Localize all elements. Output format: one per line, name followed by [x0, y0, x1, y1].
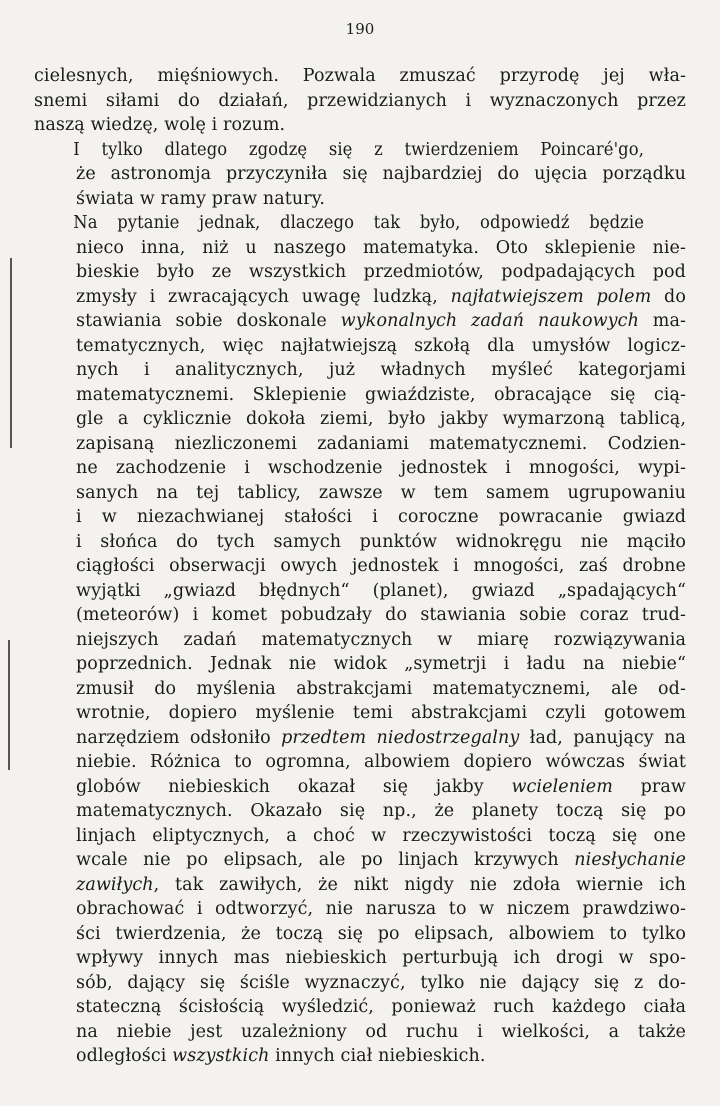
text-line — [34, 701, 686, 726]
text-segment: i słońca do tych samych punktów widnokręgu nie mąciło — [76, 531, 686, 552]
text-segment: na niebie jest uzależniony od ruchu i wielkości, a także — [76, 1021, 686, 1042]
text-segment: wrotnie, dopiero myślenie temi abstrakcjami czyli gotowem — [76, 703, 686, 723]
paragraph — [34, 138, 686, 212]
text-line — [34, 971, 686, 996]
text-line — [34, 530, 686, 555]
text-line — [34, 726, 686, 751]
text-line — [34, 848, 686, 873]
text-line — [34, 799, 686, 824]
text-segment: zmusił do myślenia abstrakcjami matematycznemi, ale od- — [76, 678, 686, 699]
text-segment: cielesnych, mięśniowych. Pozwala zmuszać przyrodę jej wła- — [34, 66, 686, 86]
text-segment: zmysły i zwracających uwagę ludzką, — [76, 286, 451, 307]
text-segment: naszą wiedzę, wolę i rozum. — [34, 115, 286, 135]
text-segment: Na pytanie jednak, dlaczego tak było, odpowiedź będzie — [73, 213, 644, 233]
text-line — [34, 897, 686, 922]
text-line — [34, 554, 686, 579]
text-line — [34, 138, 644, 163]
text-segment: wpływy innych mas niebieskich perturbują ich drogi w spo- — [76, 948, 686, 968]
text-line — [34, 358, 686, 383]
margin-pencil-mark — [8, 640, 10, 770]
text-segment: tematycznych, więc najłatwiejszą szkołą dla umysłów logicz- — [76, 335, 686, 356]
text-line — [34, 1044, 686, 1069]
text-segment: praw — [612, 776, 686, 797]
text-segment: snemi siłami do działań, przewidzianych i wyznaczonych przez — [34, 90, 686, 111]
text-segment: zapisaną niezliczonemi zadaniami matematycznemi. Codzien- — [76, 433, 686, 454]
text-line — [34, 628, 686, 653]
text-segment: gle a cyklicznie dokoła ziemi, było jakby wymarzoną tablicą, — [76, 409, 686, 429]
text-segment: , tak zawiłych, że nikt nigdy nie zdoła wiernie ich — [153, 874, 686, 895]
text-segment: ciągłości obserwacji owych jednostek i mnogości, zaś drobne — [76, 556, 686, 576]
text-segment: globów niebieskich okazał się jakby — [76, 776, 512, 797]
text-line — [34, 285, 686, 310]
text-line — [34, 946, 686, 971]
text-line — [34, 873, 686, 898]
emphasized-text: wykonalnych zadań naukowych — [340, 311, 639, 331]
text-segment: wcale nie po elipsach, ale po linjach krzywych — [76, 850, 575, 870]
text-segment: stateczną ścisłością wyśledzić, ponieważ ruch każdego ciała — [76, 997, 686, 1017]
text-segment: poprzednich. Jednak nie widok „symetrji i ładu na niebie“ — [76, 654, 686, 674]
text-segment: sanych na tej tablicy, zawsze w tem samem ugrupowaniu — [76, 482, 686, 503]
body-text — [34, 64, 686, 1069]
text-segment: ład, panujący na — [519, 727, 686, 748]
text-line — [34, 652, 686, 677]
text-line — [34, 824, 686, 849]
text-segment: ści twierdzenia, że toczą się po elipsach, albowiem to tylko — [76, 923, 686, 944]
text-line — [34, 309, 686, 334]
text-segment: niebie. Różnica to ogromna, albowiem dopiero wówczas świat — [76, 752, 686, 772]
text-line — [34, 162, 686, 187]
text-segment: bieskie było ze wszystkich przedmiotów, podpadających pod — [76, 262, 686, 282]
text-line — [34, 603, 686, 628]
text-segment: narzędziem odsłoniło — [76, 727, 282, 748]
text-line — [34, 677, 686, 702]
text-line — [34, 481, 686, 506]
emphasized-text: wszystkich — [172, 1046, 270, 1066]
text-line — [34, 407, 686, 432]
page-number: 190 — [345, 20, 375, 38]
text-line — [34, 260, 686, 285]
text-line — [34, 113, 686, 138]
text-segment: do — [651, 286, 686, 307]
text-line — [34, 922, 686, 947]
text-segment: obrachować i odtworzyć, nie narusza to w niczem prawdziwo- — [76, 899, 686, 919]
text-segment: wyjątki „gwiazd błędnych“ (planet), gwiazd „spadających“ — [76, 580, 686, 601]
text-segment: stawiania sobie doskonale — [76, 311, 341, 331]
text-line — [34, 89, 686, 114]
text-line — [34, 1020, 686, 1045]
text-segment: że astronomja przyczyniła się najbardziej do ujęcia porządku — [76, 164, 686, 184]
emphasized-text: wcieleniem — [511, 776, 613, 797]
paragraph — [34, 211, 686, 1069]
text-line — [34, 211, 644, 236]
text-segment: matematycznemi. Sklepienie gwiaździste, obracające się cią- — [76, 384, 686, 405]
text-segment: nych i analitycznych, już władnych myśleć kategorjami — [76, 360, 686, 380]
text-line — [34, 775, 686, 800]
text-line — [34, 505, 686, 530]
emphasized-text: niesłychanie — [574, 850, 686, 870]
text-segment: świata w ramy praw natury. — [76, 188, 326, 209]
text-line — [34, 187, 686, 212]
text-line — [34, 236, 686, 261]
text-segment: ma- — [638, 311, 686, 331]
text-segment: linjach eliptycznych, a choć w rzeczywistości toczą się one — [76, 825, 686, 846]
margin-pencil-mark — [10, 258, 12, 448]
text-line — [34, 432, 686, 457]
text-line — [34, 995, 686, 1020]
text-segment: innych ciał niebieskich. — [269, 1046, 486, 1066]
text-segment: nieco inna, niż u naszego matematyka. Oto sklepienie nie- — [76, 237, 686, 258]
paragraph — [34, 64, 686, 138]
text-segment: i w niezachwianej stałości i coroczne powracanie gwiazd — [76, 507, 686, 527]
text-segment: sób, dający się ściśle wyznaczyć, tylko nie dający się z do- — [76, 972, 686, 993]
text-line — [34, 334, 686, 359]
emphasized-text: zawiłych — [76, 874, 154, 895]
text-line — [34, 456, 686, 481]
text-segment: (meteorów) i komet pobudzały do stawiania sobie coraz trud- — [76, 605, 686, 625]
text-segment: niejszych zadań matematycznych w miarę rozwiązywania — [76, 629, 686, 650]
text-segment: odległości — [76, 1046, 173, 1066]
text-line — [34, 750, 686, 775]
text-line — [34, 383, 686, 408]
emphasized-text: najłatwiejszem polem — [450, 286, 652, 307]
text-line — [34, 64, 686, 89]
emphasized-text: przedtem niedostrzegalny — [281, 727, 520, 748]
text-segment: matematycznych. Okazało się np., że planety toczą się po — [76, 801, 686, 821]
text-line — [34, 579, 686, 604]
text-segment: I tylko dlatego zgodzę się z twierdzeniem Poincaré'go, — [73, 139, 644, 160]
text-segment: ne zachodzenie i wschodzenie jednostek i mnogości, wypi- — [76, 458, 686, 478]
